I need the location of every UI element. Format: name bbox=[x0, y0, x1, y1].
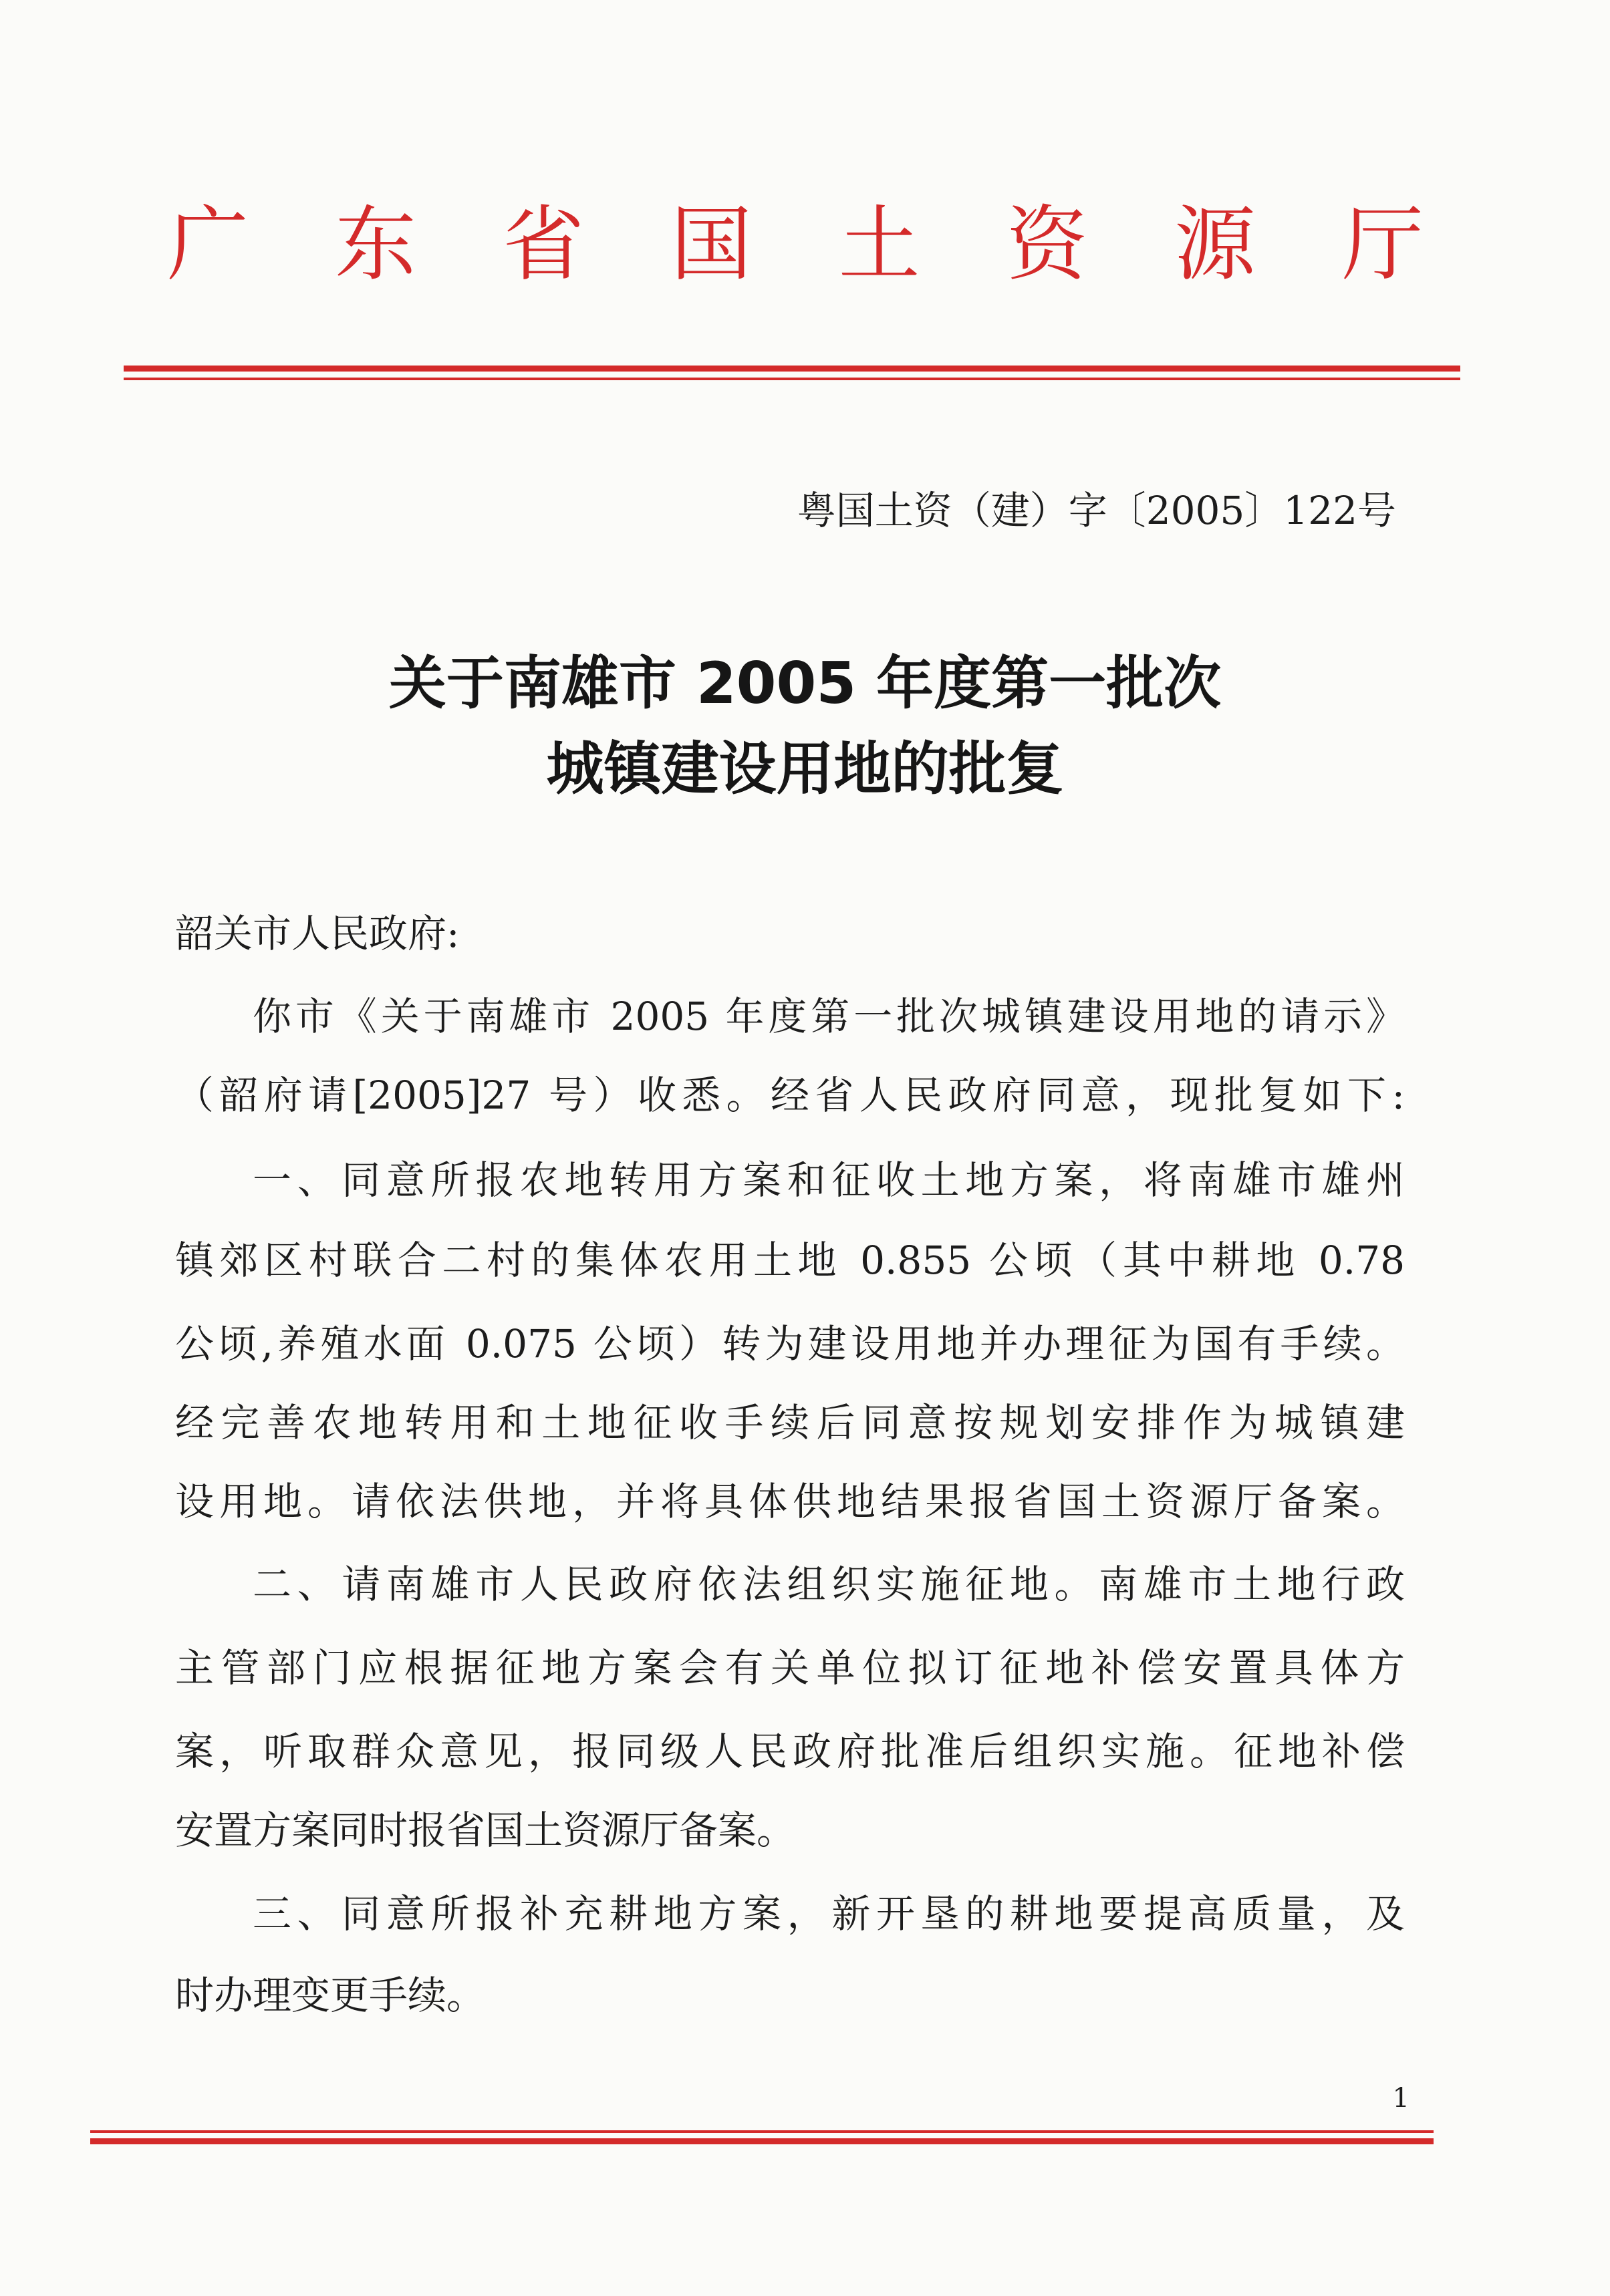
body-line: 二、请南雄市人民政府依法组织实施征地。南雄市土地行政 bbox=[253, 1562, 1405, 1607]
letterhead-char: 资 bbox=[1006, 197, 1088, 292]
letterhead-char: 土 bbox=[838, 197, 920, 292]
body-line: 三、同意所报补充耕地方案，新开垦的耕地要提高质量，及 bbox=[253, 1891, 1405, 1936]
body-line: 经完善农地转用和土地征收手续后同意按规划安排作为城镇建 bbox=[175, 1400, 1405, 1445]
document-title-line-2: 城镇建设用地的批复 bbox=[546, 736, 1064, 803]
letterhead-char: 厅 bbox=[1341, 197, 1424, 292]
footer-rule-thick bbox=[90, 2138, 1434, 2144]
body-line: 一、同意所报农地转用方案和征收土地方案，将南雄市雄州 bbox=[253, 1157, 1405, 1203]
letterhead-char: 广 bbox=[167, 197, 249, 292]
header-rule-thin bbox=[124, 378, 1460, 380]
footer-rule-thin bbox=[90, 2130, 1434, 2133]
body-line: 设用地。请依法供地，并将具体供地结果报省国土资源厅备案。 bbox=[175, 1479, 1405, 1524]
letterhead-char: 源 bbox=[1174, 197, 1256, 292]
body-line: 你市《关于南雄市 2005 年度第一批次城镇建设用地的请示》 bbox=[253, 994, 1405, 1039]
document-title-line-1: 关于南雄市 2005 年度第一批次 bbox=[388, 650, 1222, 717]
body-line: 镇郊区村联合二村的集体农用土地 0.855 公顷（其中耕地 0.78 bbox=[175, 1238, 1405, 1283]
letterhead-title bbox=[167, 197, 1424, 292]
body-line: 主管部门应根据征地方案会有关单位拟订征地补偿安置具体方 bbox=[175, 1645, 1405, 1691]
body-line: （韶府请[2005]27 号）收悉。经省人民政府同意，现批复如下: bbox=[175, 1072, 1405, 1118]
body-line: 时办理变更手续。 bbox=[175, 1973, 486, 2018]
header-rule-thick bbox=[124, 366, 1460, 372]
body-line: 公顷,养殖水面 0.075 公顷）转为建设用地并办理征为国有手续。 bbox=[175, 1321, 1405, 1367]
letterhead-char: 省 bbox=[503, 197, 585, 292]
body-line: 案，听取群众意见，报同级人民政府批准后组织实施。征地补偿 bbox=[175, 1729, 1405, 1774]
document-number: 粤国土资（建）字〔2005〕122号 bbox=[797, 488, 1396, 533]
letterhead-char: 东 bbox=[335, 197, 417, 292]
letterhead-char: 国 bbox=[670, 197, 753, 292]
addressee: 韶关市人民政府: bbox=[175, 911, 460, 956]
page-number: 1 bbox=[1392, 2083, 1410, 2114]
body-line: 安置方案同时报省国土资源厅备案。 bbox=[175, 1808, 796, 1853]
